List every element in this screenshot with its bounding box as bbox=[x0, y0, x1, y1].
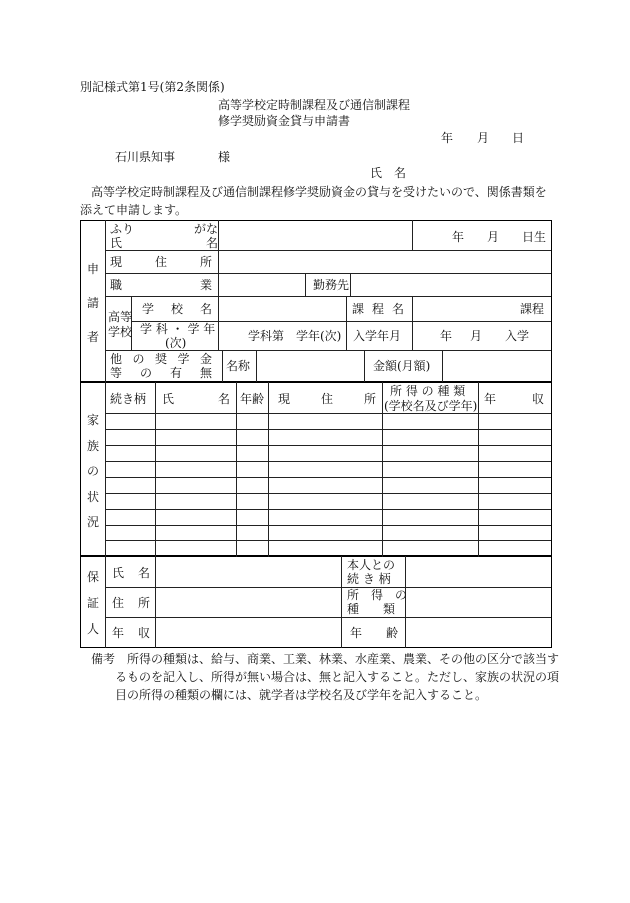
applicant-name-field[interactable] bbox=[219, 221, 411, 250]
family-table-row[interactable] bbox=[106, 494, 551, 509]
family-header-age: 年齢 bbox=[240, 392, 265, 406]
course-suffix: 課程 bbox=[520, 302, 545, 316]
note-line-1: 所得の種類は、給与、商業、工業、林業、水産業、農業、その他の区分で該当す bbox=[127, 652, 560, 666]
guarantor-name-1: 氏 bbox=[112, 566, 125, 580]
other-char-8: 有 bbox=[169, 366, 182, 380]
title-line-1: 高等学校定時制課程及び通信制課程 bbox=[218, 98, 411, 112]
guarantor-income-1: 所 得 の bbox=[347, 588, 408, 602]
department-value[interactable]: 学科第 学年(次) bbox=[248, 329, 342, 343]
occupation-field[interactable] bbox=[219, 274, 305, 296]
guarantor-income-2: 種 類 bbox=[347, 602, 396, 616]
family-table-row[interactable] bbox=[106, 462, 551, 477]
family-side-2: 族 bbox=[86, 438, 99, 453]
guarantor-relation-2: 続 き 柄 bbox=[347, 572, 391, 586]
family-side-5: 況 bbox=[86, 515, 99, 529]
note-label: 備考 bbox=[91, 652, 116, 666]
title-line-2: 修学奨励資金貸与申請書 bbox=[218, 114, 351, 128]
workplace-field[interactable] bbox=[351, 274, 551, 296]
family-table-row[interactable] bbox=[106, 510, 551, 525]
date-day: 日 bbox=[512, 131, 525, 145]
course-field[interactable] bbox=[413, 297, 513, 321]
applicant-name-label: 氏 名 bbox=[370, 166, 407, 180]
school-group-line-1: 高等 bbox=[108, 310, 133, 324]
family-header-name-2: 名 bbox=[217, 392, 230, 406]
guarantor-side-3: 人 bbox=[86, 622, 99, 636]
applicant-side-2: 請 bbox=[86, 296, 99, 310]
birth-year: 年 bbox=[452, 230, 465, 244]
department-line-2: (次) bbox=[165, 336, 187, 350]
family-header-income-2: (学校名及び学年) bbox=[384, 399, 478, 413]
applicant-address-field[interactable] bbox=[219, 251, 551, 273]
guarantor-income-field[interactable] bbox=[406, 588, 551, 617]
address-char-3: 所 bbox=[199, 255, 212, 269]
enroll-label: 入学年月 bbox=[353, 329, 402, 343]
guarantor-address-1: 住 bbox=[112, 596, 125, 610]
birth-month: 月 bbox=[487, 230, 500, 244]
other-char-9: 無 bbox=[199, 366, 212, 380]
school-name-char-1: 学 bbox=[142, 302, 155, 316]
guarantor-age-field[interactable] bbox=[406, 618, 551, 647]
guarantor-address-field[interactable] bbox=[156, 588, 341, 617]
guarantor-age-1: 年 bbox=[350, 626, 363, 640]
department-line-1: 学 科 ・ 学 年 bbox=[140, 322, 216, 336]
school-name-char-2: 校 bbox=[170, 302, 183, 316]
family-header-relation: 続き柄 bbox=[110, 392, 147, 406]
name-label: 氏 名 bbox=[110, 236, 219, 250]
amount-field[interactable] bbox=[443, 351, 551, 381]
other-char-7: の bbox=[139, 366, 152, 380]
occupation-char-1: 職 bbox=[110, 278, 123, 292]
family-side-3: の bbox=[86, 464, 99, 478]
applicant-side-3: 者 bbox=[86, 330, 99, 344]
enroll-year: 年 bbox=[440, 329, 453, 343]
workplace-label: 勤務先 bbox=[313, 278, 350, 292]
occupation-char-2: 業 bbox=[199, 278, 212, 292]
guarantor-annual-1: 年 bbox=[112, 626, 125, 640]
date-year: 年 bbox=[441, 131, 454, 145]
furigana-label: ふり がな bbox=[110, 222, 219, 236]
school-name-char-3: 名 bbox=[199, 302, 212, 316]
family-header-income-1: 所 得 の 種 類 bbox=[390, 384, 466, 398]
family-header-address-3: 所 bbox=[363, 392, 376, 406]
family-table-row[interactable] bbox=[106, 446, 551, 461]
address-char-2: 住 bbox=[154, 255, 167, 269]
course-char-2: 程 bbox=[371, 302, 384, 316]
school-group-line-2: 学校 bbox=[108, 325, 133, 339]
guarantor-age-2: 齢 bbox=[385, 626, 398, 640]
note-line-3: 目の所得の種類の欄には、就学者は学校名及び学年を記入すること。 bbox=[115, 688, 488, 702]
other-name-field[interactable] bbox=[257, 351, 363, 381]
addressee-honorific: 様 bbox=[218, 150, 231, 164]
birth-day: 日生 bbox=[522, 230, 547, 244]
addressee-name: 石川県知事 bbox=[115, 150, 176, 164]
other-char-5: 金 bbox=[199, 352, 212, 366]
applicant-side-1: 申 bbox=[86, 262, 99, 276]
guarantor-annual-field[interactable] bbox=[156, 618, 341, 647]
guarantor-side-1: 保 bbox=[86, 570, 99, 584]
note-line-2: るものを記入し、所得が無い場合は、無と記入すること。ただし、家族の状況の項 bbox=[115, 670, 560, 684]
school-name-field[interactable] bbox=[219, 297, 345, 321]
amount-label: 金額(月額) bbox=[373, 359, 431, 373]
guarantor-name-2: 名 bbox=[137, 566, 150, 580]
family-table-row[interactable] bbox=[106, 541, 551, 555]
guarantor-relation-1: 本人との bbox=[347, 558, 396, 572]
body-line-2: 添えて申請します。 bbox=[80, 203, 188, 217]
family-header-annual-1: 年 bbox=[484, 392, 497, 406]
family-header-address-2: 住 bbox=[320, 392, 333, 406]
address-char-1: 現 bbox=[110, 255, 123, 269]
date-month: 月 bbox=[477, 131, 490, 145]
family-table-row[interactable] bbox=[106, 526, 551, 540]
course-char-1: 課 bbox=[352, 302, 365, 316]
form-number: 別記様式第1号(第2条関係) bbox=[80, 80, 225, 94]
family-table-row[interactable] bbox=[106, 430, 551, 445]
other-char-3: 奨 bbox=[154, 352, 167, 366]
family-side-1: 家 bbox=[86, 413, 99, 427]
family-table-row[interactable] bbox=[106, 478, 551, 493]
guarantor-name-field[interactable] bbox=[156, 557, 341, 587]
family-header-annual-2: 収 bbox=[531, 392, 544, 406]
guarantor-side-2: 証 bbox=[86, 596, 99, 610]
family-header-address-1: 現 bbox=[278, 392, 291, 406]
other-char-2: の bbox=[132, 352, 145, 366]
course-char-3: 名 bbox=[391, 302, 404, 316]
other-name-label: 名称 bbox=[226, 359, 251, 373]
body-line-1: 高等学校定時制課程及び通信制課程修学奨励資金の貸与を受けたいので、関係書類を bbox=[91, 185, 547, 199]
family-header-name-1: 氏 bbox=[162, 392, 175, 406]
applicant-signature-field[interactable] bbox=[410, 164, 550, 182]
family-table-row[interactable] bbox=[106, 414, 551, 429]
enroll-month: 月 bbox=[470, 329, 483, 343]
guarantor-annual-2: 収 bbox=[137, 626, 150, 640]
family-side-4: 状 bbox=[86, 489, 99, 504]
guarantor-relation-field[interactable] bbox=[406, 557, 551, 587]
other-char-4: 学 bbox=[177, 352, 190, 366]
other-char-1: 他 bbox=[110, 352, 123, 366]
enroll-suffix: 入学 bbox=[505, 329, 530, 343]
guarantor-address-2: 所 bbox=[137, 596, 150, 610]
other-char-6: 等 bbox=[110, 366, 123, 380]
